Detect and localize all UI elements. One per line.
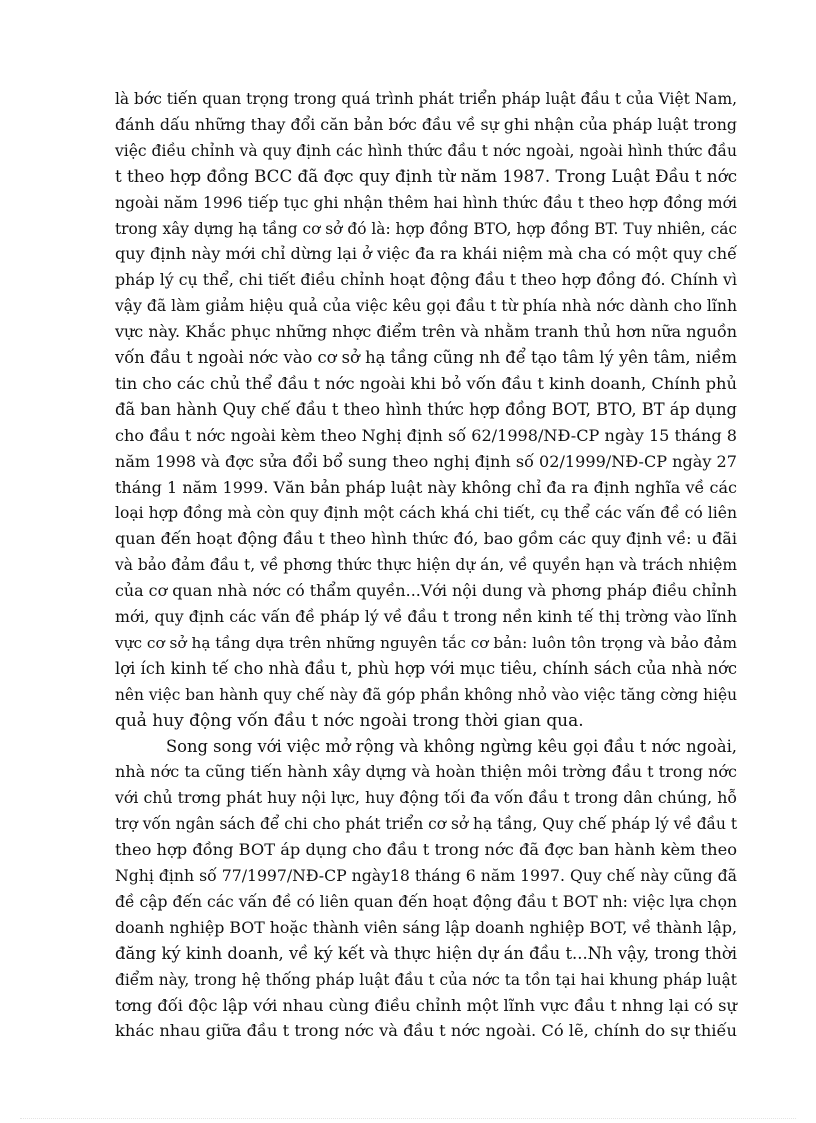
text-line: quan đến hoạt động đầu t theo hình thức đó, bao gồm các quy định về: u đãi	[115, 529, 737, 549]
text-line: pháp lý cụ thể, chi tiết điều chỉnh hoạt động đầu t theo hợp đồng đó. Chính vì	[115, 270, 737, 290]
text-line: Nghị định số 77/1997/NĐ-CP ngày18 tháng 6 năm 1997. Quy chế này cũng đã	[115, 866, 737, 885]
text-line: ngoài năm 1996 tiếp tục ghi nhận thêm hai hình thức đầu t theo hợp đồng mới	[115, 193, 737, 212]
page-edge	[20, 1118, 796, 1119]
text-line: việc điều chỉnh và quy định các hình thức đầu t nớc ngoài, ngoài hình thức đầu	[115, 141, 737, 160]
text-line: năm 1998 và đợc sửa đổi bổ sung theo nghị định số 02/1999/NĐ-CP ngày 27	[115, 451, 737, 471]
text-line: đánh dấu những thay đổi căn bản bớc đầu về sự ghi nhận của pháp luật trong	[115, 114, 737, 134]
text-line: đã ban hành Quy chế đầu t theo hình thức hợp đồng BOT, BTO, BT áp dụng	[115, 399, 737, 419]
text-line: tơng đối độc lập với nhau cùng điều chỉnh một lĩnh vực đầu t nhng lại có sự	[115, 995, 737, 1015]
text-line: trong xây dựng hạ tầng cơ sở đó là: hợp đồng BTO, hợp đồng BT. Tuy nhiên, các	[115, 219, 737, 238]
text-line: của cơ quan nhà nớc có thẩm quyền...Với nội dung và phơng pháp điều chỉnh	[115, 581, 737, 601]
text-line: vậy đã làm giảm hiệu quả của việc kêu gọi đầu t từ phía nhà nớc dành cho lĩnh	[115, 297, 737, 316]
text-line: doanh nghiệp BOT hoặc thành viên sáng lập doanh nghiệp BOT, về thành lập,	[115, 917, 737, 937]
text-line: cho đầu t nớc ngoài kèm theo Nghị định số 62/1998/NĐ-CP ngày 15 tháng 8	[115, 425, 737, 445]
text-line: và bảo đảm đầu t, về phơng thức thực hiện dự án, về quyền hạn và trách nhiệm	[115, 556, 737, 575]
text-line: tin cho các chủ thể đầu t nớc ngoài khi bỏ vốn đầu t kinh doanh, Chính phủ	[115, 373, 737, 393]
text-line: Song song với việc mở rộng và không ngừng kêu gọi đầu t nớc ngoài,	[166, 736, 737, 756]
text-line: nên việc ban hành quy chế này đã góp phần không nhỏ vào việc tăng cờng hiệu	[115, 685, 737, 704]
text-line: vực này. Khắc phục những nhợc điểm trên và nhằm tranh thủ hơn nữa nguồn	[115, 322, 738, 342]
text-line: vốn đầu t ngoài nớc vào cơ sở hạ tầng cũng nh để tạo tâm lý yên tâm, niềm	[115, 348, 737, 367]
text-line: t theo hợp đồng BCC đã đợc quy định từ năm 1987. Trong Luật Đầu t nớc	[115, 166, 738, 186]
text-line: đề cập đến các vấn đề có liên quan đến hoạt động đầu t BOT nh: việc lựa chọn	[115, 892, 737, 911]
text-line: khác nhau giữa đầu t trong nớc và đầu t nớc ngoài. Có lẽ, chính do sự thiếu	[115, 1021, 737, 1041]
text-line: trợ vốn ngân sách để chi cho phát triển cơ sở hạ tầng, Quy chế pháp lý về đầu t	[115, 815, 738, 834]
text-line: theo hợp đồng BOT áp dụng cho đầu t trong nớc đã đợc ban hành kèm theo	[115, 840, 737, 860]
text-line: quy định này mới chỉ dừng lại ở việc đa ra khái niệm mà cha có một quy chế	[115, 244, 737, 264]
text-line: nhà nớc ta cũng tiến hành xây dựng và hoàn thiện môi trờng đầu t trong nớc	[115, 762, 737, 782]
text-line: điểm này, trong hệ thống pháp luật đầu t của nớc ta tồn tại hai khung pháp luật	[115, 970, 737, 989]
text-line: với chủ trơng phát huy nội lực, huy động tối đa vốn đầu t trong dân chúng, hỗ	[115, 788, 737, 808]
text-line: quả huy động vốn đầu t nớc ngoài trong thời gian qua.	[115, 710, 584, 731]
text-line: mới, quy định các vấn đề pháp lý về đầu t trong nền kinh tế thị trờng vào lĩnh	[115, 607, 737, 626]
text-line: lợi ích kinh tế cho nhà đầu t, phù hợp với mục tiêu, chính sách của nhà nớc	[115, 658, 737, 678]
text-line: là bớc tiến quan trọng trong quá trình phát triển pháp luật đầu t của Việt Nam,	[115, 90, 737, 108]
text-line: loại hợp đồng mà còn quy định một cách khá chi tiết, cụ thể các vấn đề có liên	[115, 504, 737, 523]
text-line: vực cơ sở hạ tầng dựa trên những nguyên tắc cơ bản: luôn tôn trọng và bảo đảm	[115, 633, 737, 652]
text-line: đăng ký kinh doanh, về ký kết và thực hiện dự án đầu t...Nh vậy, trong thời	[115, 943, 737, 963]
text-line: tháng 1 năm 1999. Văn bản pháp luật này không chỉ đa ra định nghĩa về các	[115, 477, 737, 497]
